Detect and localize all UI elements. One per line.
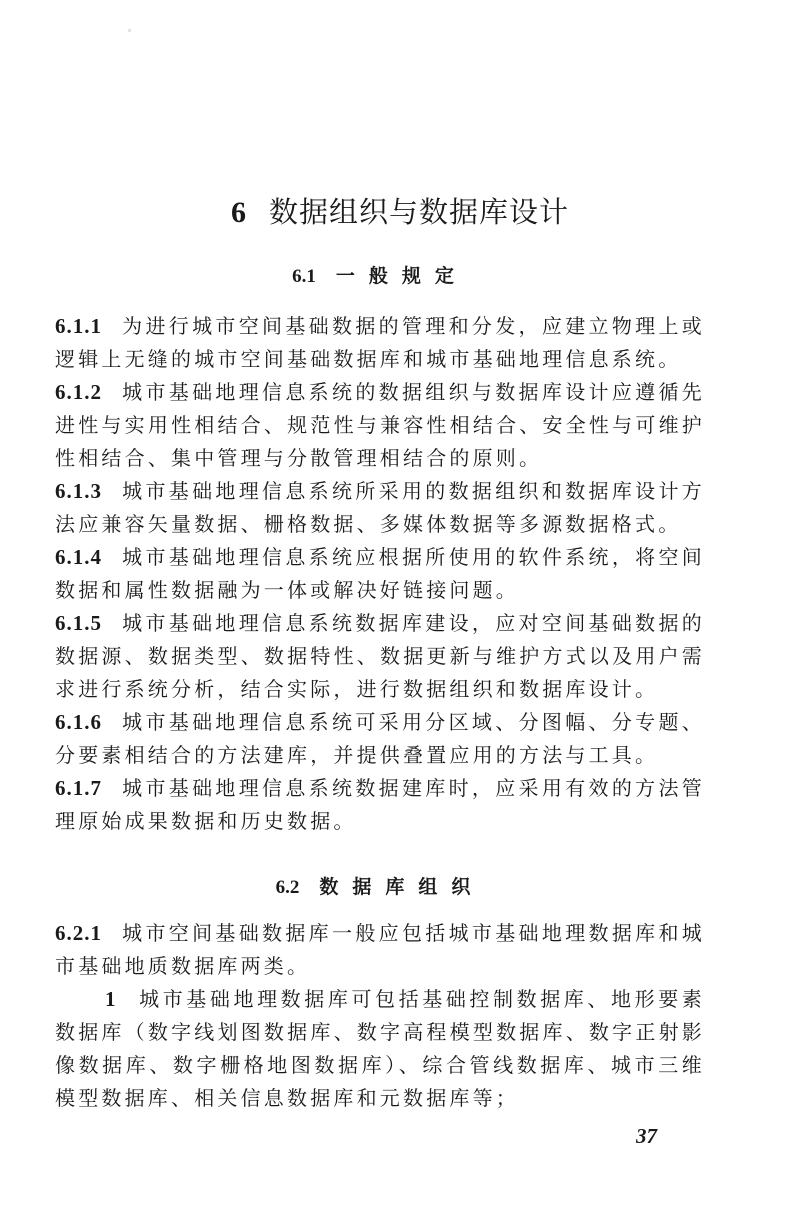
item-1 bbox=[55, 983, 705, 1115]
section-heading-6-2 bbox=[0, 872, 760, 899]
section-title: 一般规定 bbox=[335, 265, 468, 287]
chapter-title bbox=[0, 190, 800, 231]
page-number: 37 bbox=[636, 1124, 657, 1148]
section-6-1-body bbox=[55, 310, 705, 838]
clause-number: 6.1.7 bbox=[55, 776, 102, 800]
section-title: 数据库组织 bbox=[319, 876, 485, 898]
clause-6-1-1 bbox=[55, 310, 705, 376]
chapter-number: 6 bbox=[230, 196, 247, 229]
clause-number: 6.1.6 bbox=[55, 710, 102, 734]
scan-speck bbox=[128, 29, 131, 32]
clause-6-1-5 bbox=[55, 607, 705, 706]
clause-6-1-3 bbox=[55, 475, 705, 541]
clause-text: 城市基础地理信息系统数据建库时，应采用有效的方法管理原始成果数据和历史数据。 bbox=[55, 776, 705, 833]
clause-number: 6.1.2 bbox=[55, 380, 102, 404]
clause-text: 城市基础地理信息系统所采用的数据组织和数据库设计方法应兼容矢量数据、栅格数据、多媒体数据等多源数据格式。 bbox=[55, 479, 705, 536]
item-text: 城市基础地理数据库可包括基础控制数据库、地形要素数据库（数字线划图数据库、数字高程模型数据库、数字正射影像数据库、数字栅格地图数据库）、综合管线数据库、城市三维模型数据库、相关信息数据库和元数据库等； bbox=[55, 987, 705, 1110]
clause-text: 为进行城市空间基础数据的管理和分发，应建立物理上或逻辑上无缝的城市空间基础数据库和城市基础地理信息系统。 bbox=[55, 314, 705, 371]
section-number: 6.2 bbox=[275, 877, 300, 898]
clause-6-1-4 bbox=[55, 541, 705, 607]
clause-number: 6.2.1 bbox=[55, 921, 102, 945]
clause-6-1-2 bbox=[55, 376, 705, 475]
clause-number: 6.1.4 bbox=[55, 545, 102, 569]
clause-number: 6.1.3 bbox=[55, 479, 102, 503]
clause-text: 城市基础地理信息系统应根据所使用的软件系统，将空间数据和属性数据融为一体或解决好链接问题。 bbox=[55, 545, 705, 602]
clause-text: 城市基础地理信息系统的数据组织与数据库设计应遵循先进性与实用性相结合、规范性与兼容性相结合、安全性与可维护性相结合、集中管理与分散管理相结合的原则。 bbox=[55, 380, 705, 470]
chapter-title-text: 数据组织与数据库设计 bbox=[268, 195, 569, 229]
clause-number: 6.1.1 bbox=[55, 314, 102, 338]
clause-text: 城市基础地理信息系统数据库建设，应对空间基础数据的数据源、数据类型、数据特性、数据更新与维护方式以及用户需求进行系统分析，结合实际，进行数据组织和数据库设计。 bbox=[55, 611, 705, 701]
item-number: 1 bbox=[105, 987, 119, 1011]
clause-text: 城市基础地理信息系统可采用分区域、分图幅、分专题、分要素相结合的方法建库，并提供叠置应用的方法与工具。 bbox=[55, 710, 705, 767]
clause-6-1-7 bbox=[55, 772, 705, 838]
clause-6-1-6 bbox=[55, 706, 705, 772]
section-6-2-body bbox=[55, 917, 705, 1115]
clause-text: 城市空间基础数据库一般应包括城市基础地理数据库和城市基础地质数据库两类。 bbox=[55, 921, 705, 978]
clause-6-2-1 bbox=[55, 917, 705, 983]
clause-number: 6.1.5 bbox=[55, 611, 102, 635]
section-number: 6.1 bbox=[292, 266, 316, 287]
section-heading-6-1 bbox=[0, 261, 760, 288]
